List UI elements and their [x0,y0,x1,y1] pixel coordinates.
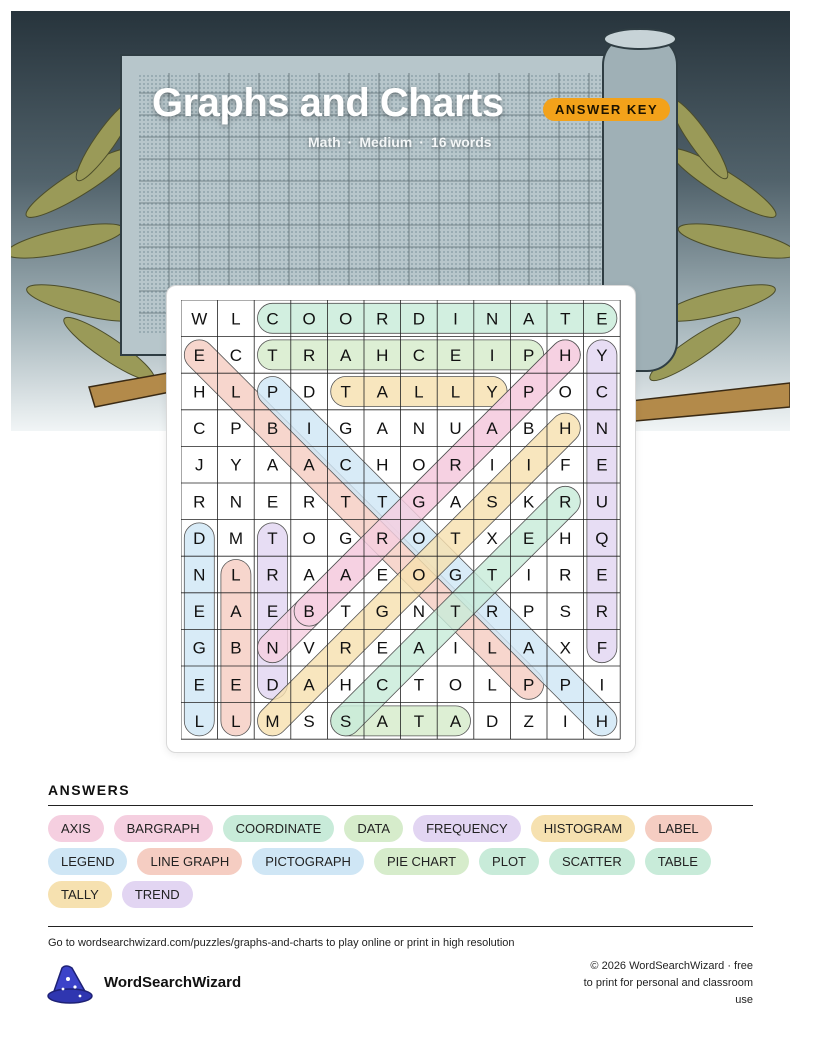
grid-letter: Z [523,711,534,731]
grid-letter: L [231,382,241,402]
grid-letter: I [599,675,605,695]
grid-letter: A [266,455,279,475]
grid-letter: E [376,638,388,658]
grid-letter: R [302,492,316,512]
grid-letter: E [230,675,242,695]
grid-letter: C [376,675,389,695]
answer-chip: TALLY [48,881,112,908]
letter-grid [181,300,621,740]
grid-letter: I [489,455,495,475]
answer-chip: LINE GRAPH [137,848,242,875]
grid-letter: L [231,309,241,329]
grid-letter: R [559,565,572,585]
grid-letter: A [486,419,498,439]
grid-letter: S [340,711,352,731]
grid-letter: B [523,419,535,439]
grid-letter: H [376,345,389,365]
answer-chip: AXIS [48,815,104,842]
grid-letter: B [303,602,315,622]
grid-letter: S [303,711,315,731]
grid-letter: V [303,638,315,658]
grid-letter: A [523,638,535,658]
wizard-hat-icon [46,963,94,1005]
grid-letter: F [560,455,571,475]
grid-letter: I [453,309,458,329]
grid-letter: L [194,711,205,731]
grid-letter: L [231,565,241,585]
grid-letter: R [559,492,572,512]
grid-letter: D [193,528,206,548]
grid-letter: O [412,528,426,548]
grid-letter: L [414,382,424,402]
grid-letter: C [266,309,279,329]
grid-letter: D [412,309,426,329]
grid-letter: L [450,382,461,402]
grid-letter: P [523,345,535,365]
grid-letter: Y [230,455,242,475]
grid-letter: R [339,638,352,658]
grid-letter: C [193,419,206,439]
grid-letter: C [339,455,352,475]
grid-letter: O [302,309,316,329]
grid-letter: A [449,711,462,731]
grid-letter: E [596,309,608,329]
grid-letter: D [302,382,316,402]
grid-letter: R [193,492,206,512]
grid-letter: A [303,675,315,695]
answer-list [48,815,753,914]
grid-letter: C [412,345,426,365]
meta-separator: · [347,134,353,150]
divider [48,926,753,927]
grid-letter: G [375,602,389,622]
grid-letter: A [523,309,535,329]
subject-label: Math [308,134,341,150]
grid-letter: E [523,528,535,548]
grid-letter: T [340,382,351,402]
grid-letter: G [192,638,206,658]
grid-letter: E [596,455,608,475]
answer-chip: LEGEND [48,848,127,875]
grid-letter: N [266,638,279,658]
grid-letter: X [486,528,498,548]
grid-letter: I [489,345,495,365]
grid-letter: A [230,602,242,622]
grid-letter: U [449,419,462,439]
grid-letter: I [562,711,568,731]
grid-letter: H [559,419,572,439]
grid-letter: L [487,675,497,695]
grid-letter: O [339,309,353,329]
grid-letter: Y [596,345,608,365]
grid-letter: H [376,455,389,475]
grid-letter: P [523,382,535,402]
answer-chip: PICTOGRAPH [252,848,364,875]
grid-letter: P [523,602,535,622]
footer-url: Go to wordsearchwizard.com/puzzles/graphs-and-charts to play online or print in high resolution [48,937,515,949]
grid-letter: X [559,638,571,658]
grid-letter: I [526,565,532,585]
grid-letter: O [412,455,426,475]
grid-letter: L [231,711,241,731]
grid-letter: L [487,638,497,658]
answer-chip: DATA [344,815,403,842]
answers-heading: ANSWERS [48,782,131,798]
grid-letter: H [339,675,352,695]
grid-letter: N [193,565,206,585]
answer-chip: FREQUENCY [413,815,521,842]
grid-letter: E [193,675,205,695]
grid-letter: S [559,602,571,622]
answer-chip: SCATTER [549,848,635,875]
grid-letter: H [193,382,206,402]
grid-letter: H [595,711,609,731]
grid-letter: G [448,565,463,585]
puzzle-card [166,285,636,753]
grid-letter: N [412,602,426,622]
grid-letter: P [266,382,279,402]
grid-letter: O [412,565,426,585]
grid-letter: O [448,675,463,695]
grid-letter: N [485,309,499,329]
grid-letter: A [376,419,388,439]
grid-letter: A [376,711,388,731]
grid-letter: C [595,382,609,402]
grid-letter: T [450,602,461,622]
grid-letter: E [596,565,608,585]
answer-chip: TABLE [645,848,711,875]
grid-letter: A [413,638,425,658]
grid-letter: T [450,528,461,548]
grid-letter: T [413,675,425,695]
grid-letter: E [449,345,462,365]
grid-letter: W [191,309,208,329]
grid-letter: C [229,345,243,365]
grid-letter: F [596,638,608,658]
answer-key-badge: ANSWER KEY [543,98,670,121]
grid-letter: P [523,675,535,695]
grid-letter: A [340,345,352,365]
grid-letter: M [265,711,280,731]
grid-letter: E [266,492,279,512]
grid-letter: R [595,602,609,622]
difficulty-label: Medium [359,134,413,150]
grid-letter: E [193,602,205,622]
grid-letter: R [449,455,462,475]
grid-letter: I [526,455,532,475]
grid-letter: D [266,675,279,695]
grid-letter: R [376,309,389,329]
grid-letter: J [195,455,204,475]
grid-letter: G [412,492,426,512]
puzzle-meta [308,134,492,150]
grid-letter: I [453,638,458,658]
grid-letter: R [302,345,316,365]
grid-letter: H [559,528,572,548]
grid-letter: B [266,419,279,439]
brand-name: WordSearchWizard [104,974,242,991]
grid-letter: K [523,492,535,512]
answer-chip: PLOT [479,848,539,875]
grid-letter: U [595,492,609,512]
grid-letter: G [339,528,353,548]
grid-letter: R [266,565,279,585]
grid-letter: I [306,419,312,439]
copyright-notice: © 2026 WordSearchWizard · free to print for personal and classroom use [583,960,753,1006]
grid-letter: Q [595,528,609,548]
grid-letter: A [303,565,315,585]
grid-letter: B [230,638,242,658]
grid-letter: P [559,675,571,695]
grid-letter: T [267,345,278,365]
answer-chip: PIE CHART [374,848,469,875]
grid-letter: N [229,492,243,512]
grid-letter: T [340,492,351,512]
grid-letter: T [413,711,425,731]
grid-letter: A [340,565,352,585]
grid-letter: N [595,419,609,439]
grid-letter: S [486,492,498,512]
puzzle-title: Graphs and Charts [152,81,504,125]
grid-letter: T [340,602,351,622]
grid-letter: R [376,528,389,548]
grid-letter: N [412,419,426,439]
answer-chip: LABEL [645,815,711,842]
answer-chip: COORDINATE [223,815,335,842]
grid-letter: E [193,345,205,365]
grid-letter: R [485,602,499,622]
grid-letter: A [376,382,388,402]
grid-letter: T [377,492,388,512]
grid-letter: H [559,345,572,365]
grid-letter: Y [486,382,498,402]
grid-letter: M [228,528,243,548]
answer-chip: TREND [122,881,193,908]
grid-letter: E [376,565,388,585]
grid-letter: G [339,419,353,439]
grid-letter: T [560,309,571,329]
answer-chip: BARGRAPH [114,815,213,842]
divider [48,805,753,806]
answer-chip: HISTOGRAM [531,815,636,842]
grid-letter: T [486,565,498,585]
grid-letter: E [266,602,279,622]
grid-letter: A [303,455,315,475]
grid-letter: A [449,492,462,512]
meta-separator: · [419,134,424,150]
grid-letter: O [558,382,572,402]
grid-letter: D [485,711,499,731]
word-count-label: 16 words [430,134,492,150]
grid-letter: P [230,419,242,439]
grid-letter: O [302,528,316,548]
grid-letter: T [267,528,278,548]
